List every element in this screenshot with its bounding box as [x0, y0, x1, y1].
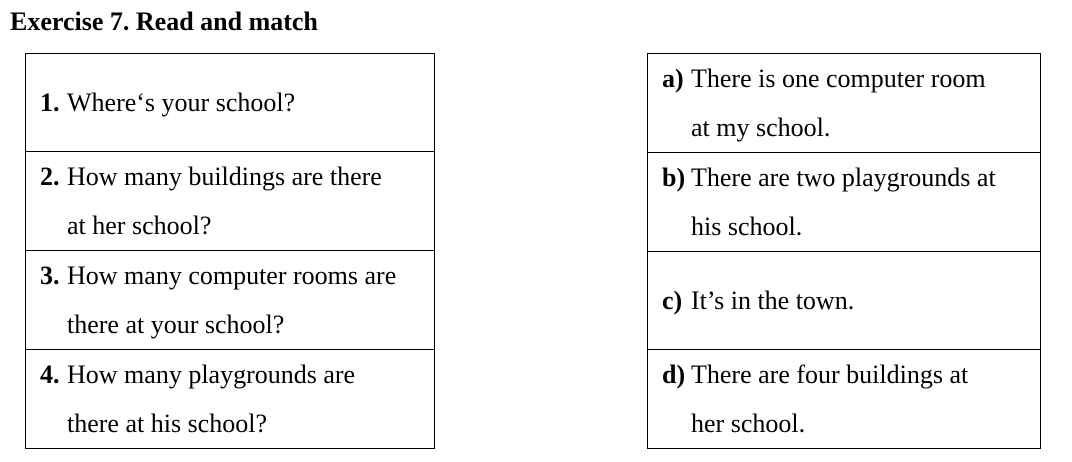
answer-item: [648, 54, 1040, 152]
question-line: How many computer rooms are: [67, 261, 397, 290]
question-line: there at his school?: [67, 409, 267, 438]
answer-letter: a): [662, 64, 684, 93]
question-cell: [26, 251, 435, 350]
answer-text: [691, 54, 1036, 152]
answer-item: [648, 153, 1040, 251]
question-number: 1.: [40, 88, 60, 117]
question-line: How many buildings are there: [67, 162, 382, 191]
answer-letter: d): [662, 360, 686, 389]
question-item: [26, 251, 434, 349]
question-number: 3.: [40, 261, 60, 290]
answer-letter: b): [662, 163, 686, 192]
question-cell: [26, 152, 435, 251]
question-row: [26, 251, 435, 350]
answer-line: There are four buildings at: [691, 360, 969, 389]
question-item: [26, 152, 434, 250]
question-text: [67, 78, 430, 127]
answer-text: [691, 153, 1036, 251]
answer-text: [691, 350, 1036, 448]
exercise-title: Exercise 7. Read and match: [10, 7, 318, 36]
question-number: 2.: [40, 162, 60, 191]
answer-line: his school.: [691, 212, 803, 241]
question-line: Where‘s your school?: [67, 88, 296, 117]
answer-cell: [648, 350, 1041, 449]
answer-cell: [648, 54, 1041, 153]
answer-line: There are two playgrounds at: [691, 163, 996, 192]
answer-cell: [648, 153, 1041, 252]
question-cell: [26, 350, 435, 449]
answer-line: There is one computer room: [691, 64, 986, 93]
question-cell: [26, 54, 435, 152]
questions-table: [25, 53, 435, 449]
question-row: [26, 54, 435, 152]
answer-row: [648, 153, 1041, 252]
answer-line: at my school.: [691, 113, 831, 142]
question-text: [67, 350, 430, 448]
answer-row: [648, 54, 1041, 153]
question-row: [26, 350, 435, 449]
question-text: [67, 152, 430, 250]
answer-line: her school.: [691, 409, 806, 438]
question-number: 4.: [40, 360, 60, 389]
question-text: [67, 251, 430, 349]
question-item: [26, 350, 434, 448]
answer-row: [648, 350, 1041, 449]
answer-item: [648, 276, 1040, 325]
answers-table: [647, 53, 1041, 449]
answer-cell: [648, 252, 1041, 350]
answer-row: [648, 252, 1041, 350]
answer-line: It’s in the town.: [691, 286, 855, 315]
question-item: [26, 78, 434, 127]
question-line: there at your school?: [67, 310, 285, 339]
question-line: at her school?: [67, 211, 212, 240]
question-line: How many playgrounds are: [67, 360, 356, 389]
answer-item: [648, 350, 1040, 448]
answer-text: [691, 276, 1036, 325]
answer-letter: c): [662, 286, 683, 315]
question-row: [26, 152, 435, 251]
